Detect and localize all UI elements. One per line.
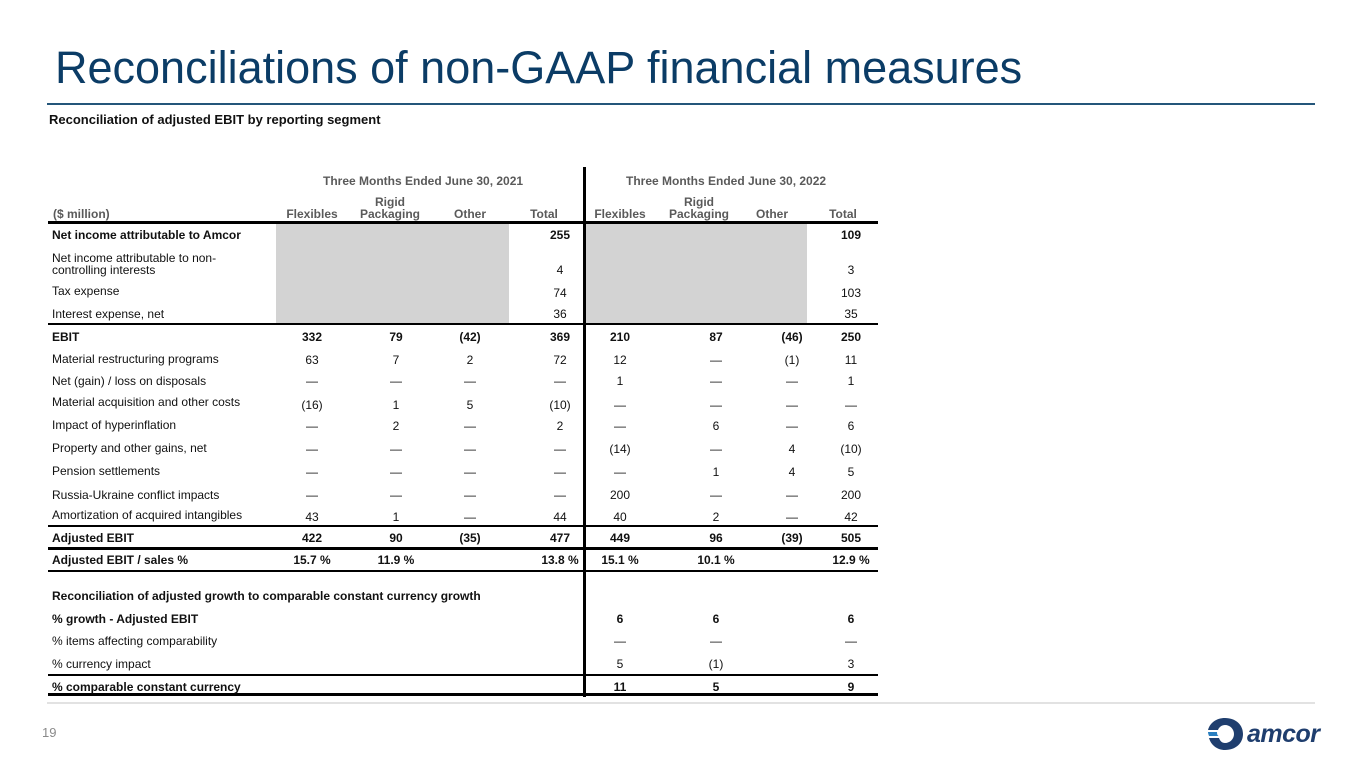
table-cell: — [390,374,402,388]
table-cell: — [786,419,798,433]
margin-bottom-rule [48,570,878,572]
shaded-block-2022 [586,224,807,324]
table-cell: 250 [840,330,862,344]
table-cell: 12 [613,353,627,367]
col-header-flexibles-2022: Flexibles [594,207,646,221]
table-cell: — [710,398,722,412]
table-cell: — [614,398,626,412]
shaded-block-2021 [276,224,509,324]
row-label: Amortization of acquired intangibles [52,508,243,522]
growth-table-cell: — [710,634,722,648]
table-cell: 72 [553,353,567,367]
growth-row-label: % growth - Adjusted EBIT [52,612,199,626]
margin-rule [48,547,878,550]
table-cell: 79 [389,330,403,344]
growth-row-label: % currency impact [52,657,151,671]
table-cell: — [306,374,318,388]
table-cell: (42) [459,330,481,344]
col-header-flexibles-2021: Flexibles [286,207,338,221]
table-cell: — [845,398,857,412]
table-cell: 200 [840,488,862,502]
table-cell: 13.8 % [541,553,579,567]
table-cell: — [464,465,476,479]
table-cell: 477 [549,531,571,545]
table-cell: 11.9 % [377,553,415,567]
growth-table-cell: 5 [712,680,720,694]
period-header-2022: Three Months Ended June 30, 2022 [626,174,827,188]
col-header-total-2022: Total [829,207,857,221]
table-cell: — [786,488,798,502]
table-cell: 1 [616,374,624,388]
amcor-logo-icon [1205,716,1245,752]
adjusted-ebit-rule [48,525,878,527]
table-cell: — [464,419,476,433]
table-cell: 5 [466,398,474,412]
table-cell: 44 [553,510,567,524]
table-cell: 5 [847,465,855,479]
table-cell: 505 [840,531,862,545]
table-cell: — [786,510,798,524]
table-cell: — [786,398,798,412]
table-cell: 422 [301,531,323,545]
table-cell: 210 [609,330,631,344]
table-cell: 3 [847,263,855,277]
growth-table-cell: 6 [847,612,855,626]
table-cell: — [464,510,476,524]
col-header-other-2022: Other [755,207,788,221]
table-cell: 35 [844,307,858,321]
col-header-rigid-2021: Packaging [359,207,421,221]
table-cell: — [710,353,722,367]
table-cell: 6 [847,419,855,433]
growth-section-title: Reconciliation of adjusted growth to comparable constant currency growth [52,589,481,603]
table-cell: 74 [553,286,567,300]
table-cell: — [710,442,722,456]
title-divider [47,103,1315,105]
table-cell: — [464,442,476,456]
table-cell: 12.9 % [832,553,870,567]
table-cell: 6 [712,419,720,433]
table-cell: — [554,465,566,479]
table-cell: (1) [784,353,800,367]
row-label: Material acquisition and other costs [52,395,241,409]
row-label: Impact of hyperinflation [52,418,177,432]
table-cell: — [464,488,476,502]
row-label: Pension settlements [52,464,161,478]
table-cell: — [390,465,402,479]
table-cell: (46) [781,330,803,344]
row-label: Tax expense [52,284,120,298]
table-cell: — [786,374,798,388]
row-label: Property and other gains, net [52,441,207,455]
table-cell: — [614,419,626,433]
table-cell: 103 [840,286,862,300]
table-cell: 4 [788,442,796,456]
table-cell: — [710,488,722,502]
growth-table-cell: — [614,634,626,648]
col-header-total-2021: Total [530,207,558,221]
table-cell: 1 [847,374,855,388]
table-cell: 200 [609,488,631,502]
row-label: Russia-Ukraine conflict impacts [52,488,220,502]
row-label: Adjusted EBIT / sales % [52,553,189,567]
table-cell: 369 [549,330,571,344]
row-label: Net (gain) / loss on disposals [52,374,207,388]
page-number: 19 [42,725,57,740]
table-cell: 255 [549,228,571,242]
table-cell: 63 [305,353,319,367]
table-cell: 1 [392,510,400,524]
table-cell: — [306,419,318,433]
growth-table-cell: 6 [712,612,720,626]
table-cell: 36 [553,307,567,321]
growth-table-cell: 9 [847,680,855,694]
table-cell: — [390,488,402,502]
table-cell: — [306,442,318,456]
row-label: Net income attributable to Amcor [52,228,241,242]
table-cell: 4 [556,263,564,277]
table-cell: — [306,465,318,479]
row-label: Interest expense, net [52,307,165,321]
growth-row-label: % comparable constant currency [52,680,241,694]
amcor-logo-wordmark: amcor [1247,720,1320,748]
table-cell: 87 [709,330,723,344]
table-cell: 15.7 % [293,553,331,567]
table-cell: 332 [301,330,323,344]
table-cell: (35) [459,531,481,545]
row-label: controlling interests [52,263,156,277]
table-cell: 449 [609,531,631,545]
unit-label: ($ million) [53,207,110,221]
table-cell: — [306,488,318,502]
table-cell: — [554,442,566,456]
growth-total-rule [48,674,878,676]
section-subtitle: Reconciliation of adjusted EBIT by reporting segment [49,112,381,127]
table-cell: — [390,442,402,456]
col-header-other-2021: Other [453,207,486,221]
table-cell: 96 [709,531,723,545]
growth-table-cell: 11 [613,680,627,694]
table-cell: — [710,374,722,388]
row-label: EBIT [52,330,80,344]
table-cell: 2 [556,419,564,433]
table-cell: (10) [840,442,862,456]
header-rule [48,221,878,224]
table-cell: (16) [301,398,323,412]
row-label: Net income attributable to non- [52,251,217,265]
table-cell: 2 [466,353,474,367]
table-cell: 109 [840,228,862,242]
table-cell: 90 [389,531,403,545]
table-cell: — [554,374,566,388]
col-header-rigid-2021-line1: Rigid [375,195,405,209]
table-cell: 7 [392,353,400,367]
table-cell: 4 [788,465,796,479]
growth-table-cell: 5 [616,657,624,671]
table-cell: — [554,488,566,502]
page-title: Reconciliations of non-GAAP financial measures [55,42,1023,93]
period-header-2021: Three Months Ended June 30, 2021 [323,174,524,188]
row-label: Adjusted EBIT [52,531,135,545]
row-label: Material restructuring programs [52,352,219,366]
table-cell: (10) [549,398,571,412]
table-cell: 43 [305,510,319,524]
amcor-logo [1205,716,1320,752]
growth-table-cell: 3 [847,657,855,671]
table-cell: 1 [392,398,400,412]
table-cell: (39) [781,531,803,545]
table-cell: — [614,465,626,479]
table-cell: 2 [712,510,720,524]
col-header-rigid-2022: Packaging [668,207,730,221]
table-cell: 11 [844,353,858,367]
growth-table-cell: — [845,634,857,648]
growth-row-label: % items affecting comparability [52,634,218,648]
table-cell: 42 [844,510,858,524]
growth-table-cell: 6 [616,612,624,626]
table-cell: 15.1 % [601,553,639,567]
footer-divider [47,702,1315,704]
growth-table-cell: (1) [708,657,724,671]
ebit-rule [48,323,878,325]
table-cell: 10.1 % [697,553,735,567]
table-cell: — [464,374,476,388]
table-cell: (14) [609,442,631,456]
col-header-rigid-2022-line1: Rigid [684,195,714,209]
table-cell: 40 [613,510,627,524]
table-cell: 2 [392,419,400,433]
table-cell: 1 [712,465,720,479]
